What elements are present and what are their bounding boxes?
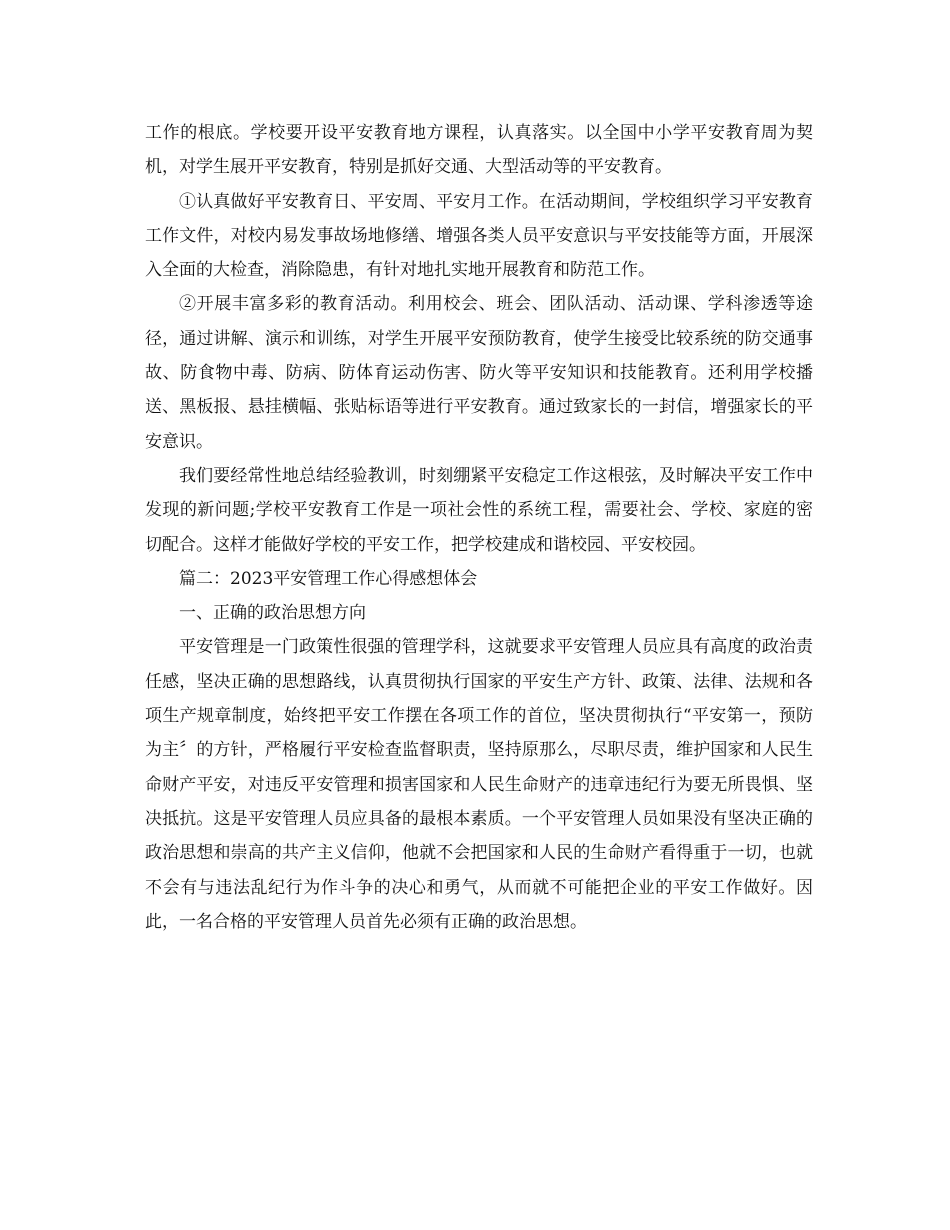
paragraph-5: 平安管理是一门政策性很强的管理学科，这就要求平安管理人员应具有高度的政治责任感，坚决正确的思想路线，认真贯彻执行国家的平安生产方针、政策、法律、法规和各项生产规章制度，始终把平安工作摆在各项工作的首位，坚决贯彻执行“平安第一，预防为主〞的方针，严格履行平安检查监督职责，坚持原那么，尽职尽责，维护国家和人民生命财产平安，对违反平安管理和损害国家和人民生命财产的违章违纪行为要无所畏惧、坚决抵抗。这是平安管理人员应具备的最根本素质。一个平安管理人员如果没有坚决正确的政治思想和崇高的共产主义信仰，他就不会把国家和人民的生命财产看得重于一切，也就不会有与违法乱纪行为作斗争的决心和勇气，从而就不可能把企业的平安工作做好。因此，一名合格的平安管理人员首先必须有正确的政治思想。 bbox=[145, 637, 813, 932]
section-title: 篇二：2023平安管理工作心得感想体会 bbox=[179, 568, 478, 589]
paragraph-3: ②开展丰富多彩的教育活动。利用校会、班会、团队活动、活动课、学科渗透等途径，通过讲解、演示和训练，对学生开展平安预防教育，使学生接受比较系统的防交通事故、防食物中毒、防病、防体育运动伤害、防火等平安知识和技能教育。还利用学校播送、黑板报、悬挂横幅、张贴标语等进行平安教育。通过致家长的一封信，增强家长的平安意识。 bbox=[145, 294, 813, 452]
paragraph-2: ①认真做好平安教育日、平安周、平安月工作。在活动期间，学校组织学习平安教育工作文件，对校内易发事故场地修缮、增强各类人员平安意识与平安技能等方面，开展深入全面的大检查，消除隐患，有针对地扎实地开展教育和防范工作。 bbox=[145, 191, 813, 281]
paragraph-4: 我们要经常性地总结经验教训，时刻绷紧平安稳定工作这根弦，及时解决平安工作中发现的新问题;学校平安教育工作是一项社会性的系统工程，需要社会、学校、家庭的密切配合。这样才能做好学校的平安工作，把学校建成和谐校园、平安校园。 bbox=[145, 465, 813, 555]
subsection-heading: 一、正确的政治思想方向 bbox=[179, 603, 366, 624]
document-body bbox=[145, 116, 813, 939]
paragraph-1: 工作的根底。学校要开设平安教育地方课程，认真落实。以全国中小学平安教育周为契机，对学生展开平安教育，特别是抓好交通、大型活动等的平安教育。 bbox=[145, 123, 813, 178]
